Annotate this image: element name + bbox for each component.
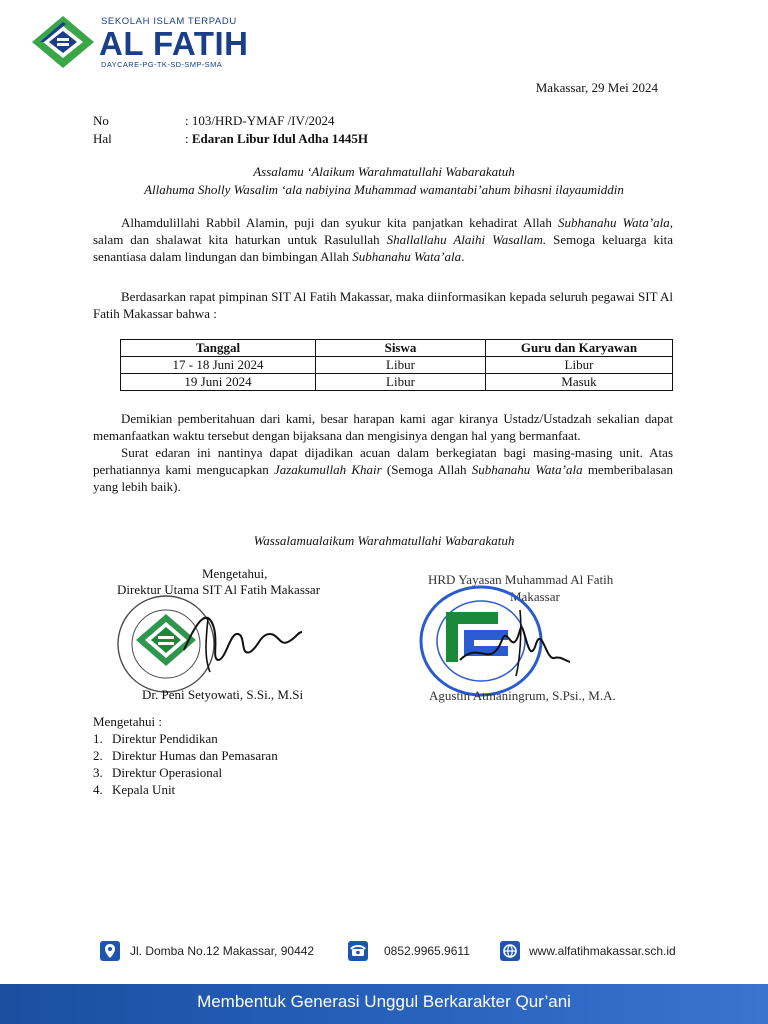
right-signer-city: Makassar bbox=[510, 589, 560, 604]
list-item: 2. Direktur Humas dan Pemasaran bbox=[93, 748, 278, 763]
left-signature bbox=[178, 598, 308, 678]
table-cell: 19 Juni 2024 bbox=[121, 374, 316, 391]
column-header: Siswa bbox=[316, 340, 486, 357]
left-signer-name: Dr. Peni Setyowati, S.Si., M.Si bbox=[142, 687, 304, 702]
location-pin-icon bbox=[100, 941, 120, 961]
footer-address: Jl. Domba No.12 Makassar, 90442 bbox=[130, 944, 315, 958]
right-signature bbox=[450, 600, 580, 680]
school-levels: DAYCARE-PG-TK-SD-SMP-SMA bbox=[101, 60, 223, 69]
globe-icon bbox=[500, 941, 520, 961]
closing-greeting: Wassalamualaikum Warahmatullahi Wabarakatuh bbox=[253, 533, 515, 548]
table-row bbox=[121, 357, 673, 374]
list-item: 1. Direktur Pendidikan bbox=[93, 731, 218, 746]
place-date: Makassar, 29 Mei 2024 bbox=[535, 80, 658, 95]
number-value: : 103/HRD-YMAF /IV/2024 bbox=[185, 113, 335, 128]
paragraph-closing: Demikian pemberitahuan dari kami, besar harapan kami agar kiranya Ustadz/Ustadzah sekalian dapat memanfaatkan waktu tersebut dengan bijaksana dan mengisinya dengan hal yang bermanfaat. Surat edaran ini nantinya dapat dijadikan acuan dalam berkegiatan bagi masing-masing unit. Atas perhatiannya kami mengucapkan Jazakumullah Khair (Semoga Allah Subhanahu Wata’ala memberibalasan yang lebih baik). bbox=[93, 411, 673, 494]
shalawat: Allahuma Sholly Wasalim ‘ala nabiyina Muhammad wamantabi’ahum bihasni ilayaumiddin bbox=[144, 182, 624, 197]
table-row bbox=[121, 374, 673, 391]
letter-subject-row bbox=[93, 131, 493, 148]
school-name: AL FATIH bbox=[99, 25, 249, 62]
cc-label: Mengetahui : bbox=[93, 714, 162, 729]
table-header-row bbox=[121, 340, 673, 357]
list-item: 3. Direktur Operasional bbox=[93, 765, 223, 780]
right-signer-name: Agustin Atmaningrum, S.Psi., M.A. bbox=[429, 688, 616, 703]
footer-phone: 0852.9965.9611 bbox=[384, 944, 470, 958]
subject-label: Hal bbox=[93, 131, 112, 146]
number-label: No bbox=[93, 113, 109, 128]
paragraph-announcement: Berdasarkan rapat pimpinan SIT Al Fatih Makassar, maka diinformasikan kepada seluruh pegawai SIT Al Fatih Makassar bahwa : bbox=[93, 289, 673, 321]
column-header: Tanggal bbox=[121, 340, 316, 357]
table-cell: Libur bbox=[486, 357, 673, 374]
column-header: Guru dan Karyawan bbox=[486, 340, 673, 357]
right-signer-title: HRD Yayasan Muhammad Al Fatih bbox=[428, 572, 614, 587]
letter-number-row bbox=[93, 113, 493, 130]
table-cell: Libur bbox=[316, 357, 486, 374]
paragraph-opening: Alhamdulillahi Rabbil Alamin, puji dan syukur kita panjatkan kehadirat Allah Subhanahu Wata’ala, salam dan shalawat kita haturkan untuk Rasulullah Shallallahu Alaihi Wasallam. Semoga keluarga kita senantiasa dalam lindungan dan bimbingan Allah Subhanahu Wata’ala. bbox=[93, 215, 673, 264]
subject-value: : Edaran Libur Idul Adha 1445H bbox=[185, 131, 368, 146]
school-type: SEKOLAH ISLAM TERPADU bbox=[101, 16, 237, 27]
table-cell: 17 - 18 Juni 2024 bbox=[121, 357, 316, 374]
footer-slogan: Membentuk Generasi Unggul Berkarakter Qur’ani bbox=[197, 992, 571, 1011]
greeting: Assalamu ‘Alaikum Warahmatullahi Wabarakatuh bbox=[253, 164, 515, 179]
phone-icon bbox=[348, 941, 368, 961]
cc-list bbox=[93, 713, 278, 798]
table-cell: Masuk bbox=[486, 374, 673, 391]
left-signer-title: Direktur Utama SIT Al Fatih Makassar bbox=[117, 582, 321, 597]
table-cell: Libur bbox=[316, 374, 486, 391]
holiday-table bbox=[120, 339, 673, 391]
list-item: 4. Kepala Unit bbox=[93, 782, 176, 797]
footer-website: www.alfatihmakassar.sch.id bbox=[529, 944, 676, 958]
acknowledge-label: Mengetahui, bbox=[202, 566, 268, 581]
school-logo bbox=[30, 14, 96, 70]
